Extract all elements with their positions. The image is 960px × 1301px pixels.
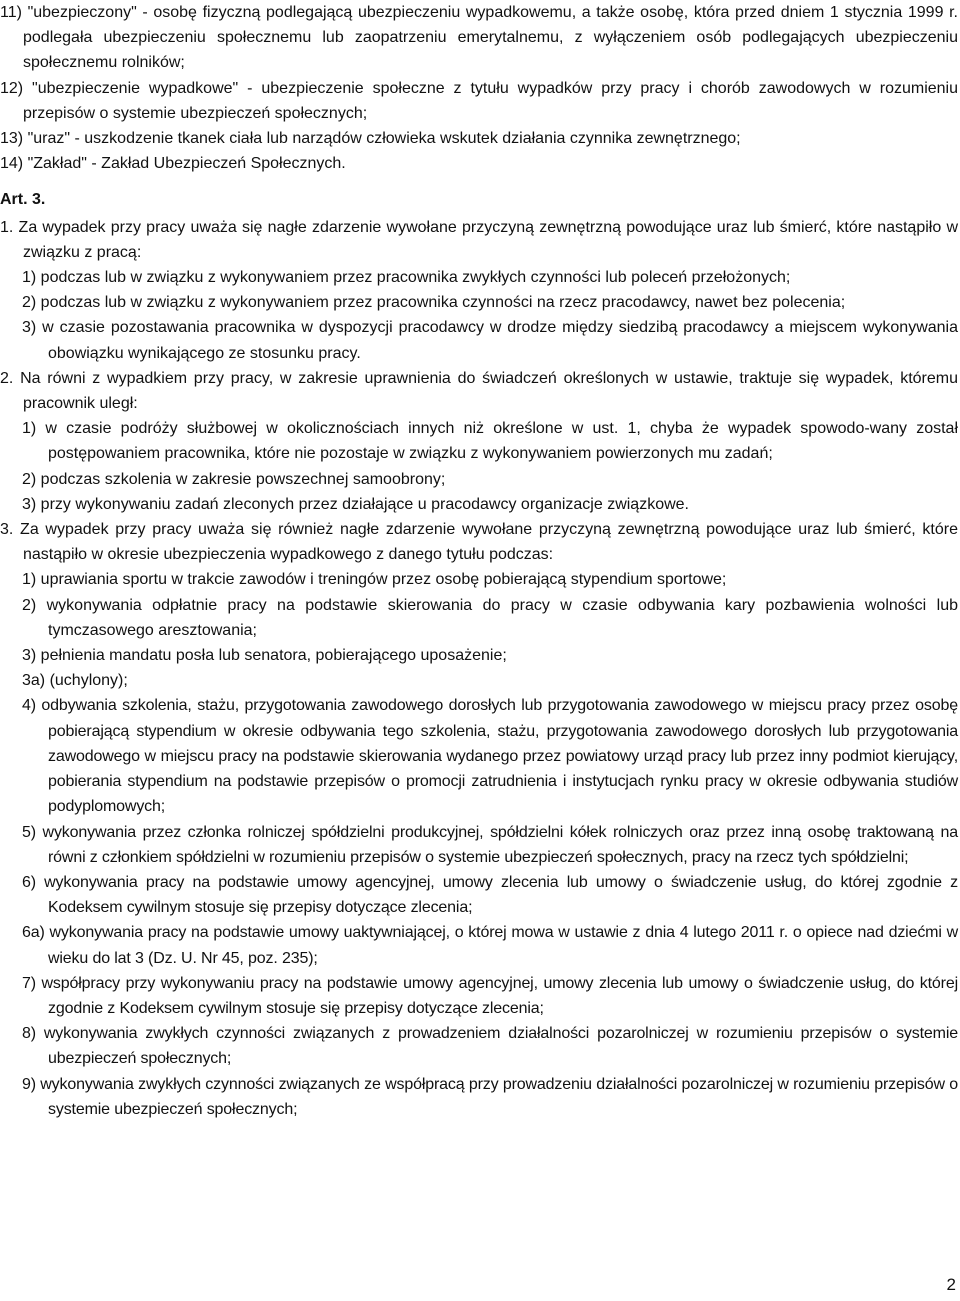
definition-13: 13) "uraz" - uszkodzenie tkanek ciała lub narządów człowieka wskutek działania czynnika zewnętrznego; bbox=[0, 130, 741, 148]
paragraph-3: 3. Za wypadek przy pracy uważa się również nagłe zdarzenie wywołane przyczyną zewnętrzną powodujące uraz lub śmierć, które nastąpiło w okresie ubezpieczenia wypadkowego z danego tytułu podczas: bbox=[0, 521, 958, 564]
paragraph-3-item-8: 8) wykonywania zwykłych czynności związanych z prowadzeniem działalności pozarolniczej w rozumieniu przepisów o systemie ubezpieczeń społecznych; bbox=[22, 1025, 958, 1068]
paragraph-3-item-1: 1) uprawiania sportu w trakcie zawodów i treningów przez osobę pobierającą stypendium sportowe; bbox=[22, 571, 727, 589]
definition-12: 12) "ubezpieczenie wypadkowe" - ubezpieczenie społeczne z tytułu wypadków przy pracy i chorób zawodowych w rozumieniu przepisów o systemie ubezpieczeń społecznych; bbox=[0, 79, 958, 122]
paragraph-3-item-5: 5) wykonywania przez członka rolniczej spółdzielni produkcyjnej, spółdzielni kółek rolniczych oraz przez inną osobę traktowaną na równi z członkiem spółdzielni w rozumieniu przepisów o systemie ubezpieczeń społecznych, pracy na rzecz tych spółdzielni; bbox=[22, 823, 958, 866]
paragraph-1-item-1: 1) podczas lub w związku z wykonywaniem przez pracownika zwykłych czynności lub poleceń przełożonych; bbox=[22, 269, 791, 287]
paragraph-2-item-2: 2) podczas szkolenia w zakresie powszechnej samoobrony; bbox=[22, 470, 446, 488]
paragraph-2: 2. Na równi z wypadkiem przy pracy, w zakresie uprawnienia do świadczeń określonych w ustawie, traktuje się wypadek, któremu pracownik uległ: bbox=[0, 369, 958, 413]
paragraph-3-item-3a: 3a) (uchylony); bbox=[22, 672, 128, 690]
page-number: 2 bbox=[946, 1275, 956, 1294]
paragraph-3-item-6a: 6a) wykonywania pracy na podstawie umowy uaktywniającej, o której mowa w ustawie z dnia 4 lutego 2011 r. o opiece nad dziećmi w wieku do lat 3 (Dz. U. Nr 45, poz. 235); bbox=[22, 924, 958, 967]
paragraph-3-item-9: 9) wykonywania zwykłych czynności związanych ze współpracą przy prowadzeniu działalności pozarolniczej w rozumieniu przepisów o systemie ubezpieczeń społecznych; bbox=[22, 1075, 958, 1118]
definition-14: 14) "Zakład" - Zakład Ubezpieczeń Społecznych. bbox=[0, 155, 346, 173]
article-heading: Art. 3. bbox=[0, 191, 46, 209]
paragraph-2-item-1: 1) w czasie podróży służbowej w okolicznościach innych niż określone w ust. 1, chyba że wypadek spowodo-wany został postępowaniem pracownika, które nie pozostaje w związku z wykonywaniem powierzonych mu zadań; bbox=[22, 420, 958, 463]
paragraph-1: 1. Za wypadek przy pracy uważa się nagłe zdarzenie wywołane przyczyną zewnętrzną powodujące uraz lub śmierć, które nastąpiło w związku z pracą: bbox=[0, 218, 958, 261]
paragraph-3-item-6: 6) wykonywania pracy na podstawie umowy agencyjnej, umowy zlecenia lub umowy o świadczenie usług, do której zgodnie z Kodeksem cywilnym stosuje się przepisy dotyczące zlecenia; bbox=[22, 873, 958, 917]
definition-11: 11) "ubezpieczony" - osobę fizyczną podlegającą ubezpieczeniu wypadkowemu, a także osobę, która przed dniem 1 stycznia 1999 r. podlegała ubezpieczeniu społecznemu lub zaopatrzeniu emerytalnemu, z wyłączeniem osób podlegających ubezpieczeniu społecznemu rolników; bbox=[0, 4, 958, 72]
paragraph-3-item-7: 7) współpracy przy wykonywaniu pracy na podstawie umowy agencyjnej, umowy zlecenia lub umowy o świadczenie usług, do której zgodnie z Kodeksem cywilnym stosuje się przepisy dotyczące zlecenia; bbox=[22, 974, 958, 1017]
paragraph-1-item-3: 3) w czasie pozostawania pracownika w dyspozycji pracodawcy w drodze między siedzibą pracodawcy a miejscem wykonywania obowiązku wynikającego ze stosunku pracy. bbox=[22, 319, 958, 362]
paragraph-3-item-2: 2) wykonywania odpłatnie pracy na podstawie skierowania do pracy w czasie odbywania kary pozbawienia wolności lub tymczasowego aresztowania; bbox=[22, 596, 958, 639]
paragraph-3-item-4: 4) odbywania szkolenia, stażu, przygotowania zawodowego dorosłych lub przygotowania zawodowego w miejscu pracy przez osobę pobierającą stypendium w okresie odbywania tego szkolenia, stażu, przygotowania zawodowego dorosłych lub przygotowania zawodowego w miejscu pracy na podstawie skierowania wydanego przez powiatowy urząd pracy lub przez inny podmiot kierujący, pobierania stypendium na podstawie przepisów o promocji zatrudnienia i instytucjach rynku pracy w okresie odbywania studiów podyplomowych; bbox=[22, 697, 958, 816]
paragraph-2-item-3: 3) przy wykonywaniu zadań zleconych przez działające u pracodawcy organizacje związkowe. bbox=[22, 495, 689, 513]
paragraph-1-item-2: 2) podczas lub w związku z wykonywaniem przez pracownika czynności na rzecz pracodawcy, nawet bez polecenia; bbox=[22, 294, 846, 312]
paragraph-3-item-3: 3) pełnienia mandatu posła lub senatora, pobierającego uposażenie; bbox=[22, 647, 507, 665]
